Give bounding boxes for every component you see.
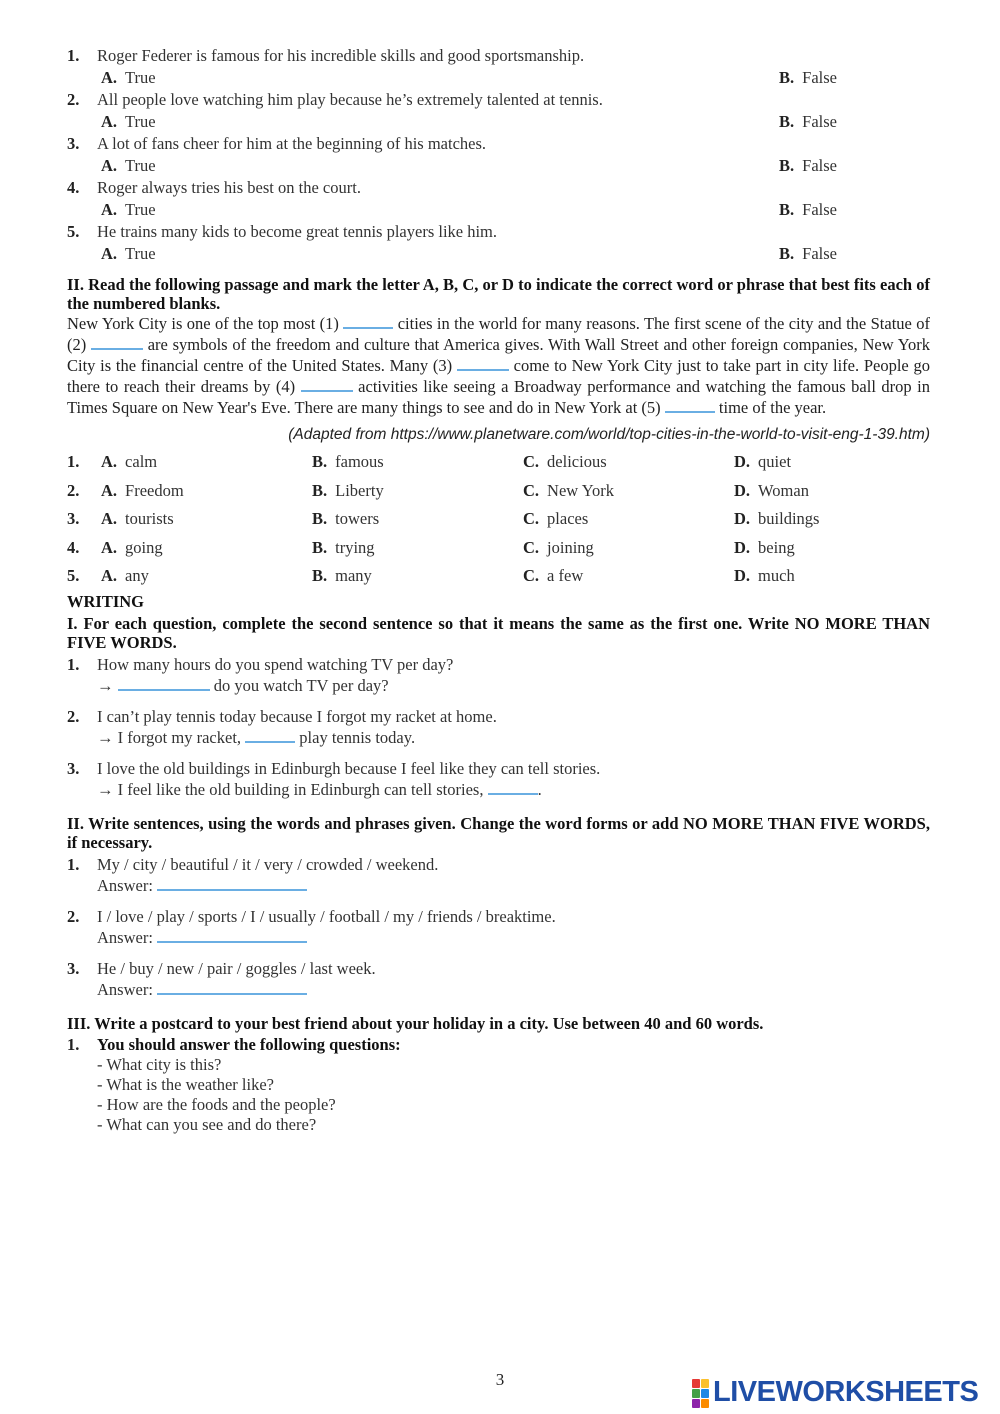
question-number: 3. — [67, 758, 80, 778]
mc-question — [67, 533, 930, 562]
tf-question — [67, 178, 930, 198]
word-prompt: I / love / play / sports / I / usually / football / my / friends / breaktime. — [97, 906, 556, 926]
postcard-task — [67, 1035, 930, 1135]
reading-instruction: II. Read the following passage and mark the letter A, B, C, or D to indicate the correct word or phrase that best fits each of the numbered blanks. — [67, 275, 930, 313]
question-number: 3. — [67, 509, 80, 528]
blank-3[interactable] — [457, 355, 509, 371]
option-b[interactable]: B. trying — [312, 537, 375, 557]
tf-options — [67, 66, 930, 90]
question-number: 3. — [67, 958, 80, 978]
option-d[interactable]: D. Woman — [734, 480, 809, 500]
brand-name: LIVEWORKSHEETS — [713, 1376, 979, 1408]
guide-question: - What is the weather like? — [97, 1074, 274, 1094]
option-a[interactable]: A. True — [101, 112, 156, 131]
blank-5[interactable] — [665, 397, 715, 413]
writing-part1-instruction: I. For each question, complete the second sentence so that it means the same as the first one. Write NO MORE THAN FIVE WORDS. — [67, 613, 930, 652]
question-text: Roger Federer is famous for his incredible skills and good sportsmanship. — [97, 46, 585, 65]
option-b[interactable]: B. famous — [312, 452, 384, 471]
question-number: 3. — [67, 134, 80, 153]
guide-question: - What city is this? — [97, 1054, 222, 1074]
tf-options — [67, 198, 930, 222]
option-b[interactable]: B. Liberty — [312, 480, 384, 500]
answer-line: Answer: — [97, 875, 930, 896]
answer-line: Answer: — [97, 979, 930, 1000]
option-a[interactable]: A. going — [101, 537, 163, 557]
option-d[interactable]: D. being — [734, 537, 795, 557]
word-prompt: He / buy / new / pair / goggles / last week. — [97, 958, 376, 978]
option-a[interactable]: A. calm — [101, 452, 158, 471]
rewrite-item — [67, 759, 930, 800]
option-d[interactable]: D. much — [734, 566, 795, 585]
question-number: 1. — [67, 46, 80, 65]
mc-question-list — [67, 447, 930, 590]
question-text: All people love watching him play because he’s extremely talented at tennis. — [97, 90, 603, 109]
question-number: 5. — [67, 566, 80, 585]
question-number: 4. — [67, 537, 80, 557]
guide-question: - What can you see and do there? — [97, 1114, 317, 1134]
question-number: 5. — [67, 222, 80, 241]
option-c[interactable]: C. New York — [523, 480, 614, 500]
rewrite-line: → I feel like the old building in Edinburgh can tell stories, . — [97, 779, 542, 799]
rewrite-item — [67, 655, 930, 696]
option-a[interactable]: A. tourists — [101, 509, 174, 528]
option-b[interactable]: B. towers — [312, 509, 380, 528]
mc-question — [67, 561, 930, 590]
blank-4[interactable] — [301, 376, 353, 392]
rewrite-line: → I forgot my racket, play tennis today. — [97, 727, 416, 747]
answer-blank[interactable] — [157, 979, 307, 995]
tf-options — [67, 110, 930, 134]
word-prompt: My / city / beautiful / it / very / crowded / weekend. — [97, 854, 439, 874]
answer-line: Answer: — [97, 927, 930, 948]
reading-passage: New York City is one of the top most (1) cities in the world for many reasons. The first scene of the city and the Statue of (2) are symbols of the freedom and culture that America gives. With Wall Street and other foreign companies, New York City is the financial centre of the United States. Many (3) come to New York City just to take part in city life. People go there to reach their dreams by (4) activities like seeing a Broadway performance and watching the famous ball drop in Times Square on New Year's Eve. There are many things to see and do in New York at (5) time of the year. — [67, 314, 931, 417]
mc-question — [67, 504, 930, 533]
option-a[interactable]: A. True — [101, 200, 156, 219]
question-number: 1. — [67, 1034, 80, 1054]
tf-options — [67, 242, 930, 266]
tf-question — [67, 90, 930, 110]
sentence-build-item — [67, 907, 930, 948]
original-sentence: I love the old buildings in Edinburgh because I feel like they can tell stories. — [97, 758, 601, 778]
page-number: 3 — [495, 1370, 505, 1389]
option-a[interactable]: A. True — [101, 68, 156, 87]
rewrite-line: → do you watch TV per day? — [97, 675, 389, 695]
option-b[interactable]: B. False — [779, 244, 837, 263]
option-c[interactable]: C. joining — [523, 537, 594, 557]
rewrite-item — [67, 707, 930, 748]
task-lead: You should answer the following questions: — [97, 1034, 401, 1054]
tf-question — [67, 222, 930, 242]
sentence-build-item — [67, 959, 930, 1000]
question-text: Roger always tries his best on the court. — [97, 178, 361, 197]
option-c[interactable]: C. a few — [523, 566, 584, 585]
mc-question — [67, 476, 930, 505]
option-c[interactable]: C. delicious — [523, 452, 607, 471]
answer-blank[interactable] — [118, 675, 210, 691]
blank-2[interactable] — [91, 334, 143, 350]
writing-part3-instruction: III. Write a postcard to your best friend about your holiday in a city. Use between 40 and 60 words. — [67, 1013, 764, 1033]
guide-question: - How are the foods and the people? — [97, 1094, 336, 1114]
option-a[interactable]: A. Freedom — [101, 480, 184, 500]
tf-question-list — [67, 46, 930, 266]
question-number: 1. — [67, 654, 80, 674]
question-text: He trains many kids to become great tennis players like him. — [97, 222, 498, 241]
answer-blank[interactable] — [245, 727, 295, 743]
question-number: 2. — [67, 906, 80, 926]
option-a[interactable]: A. True — [101, 156, 156, 175]
tf-options — [67, 154, 930, 178]
question-number: 1. — [67, 854, 80, 874]
question-text: A lot of fans cheer for him at the beginning of his matches. — [97, 134, 487, 153]
blank-1[interactable] — [343, 313, 393, 329]
tf-question — [67, 134, 930, 154]
mc-question — [67, 447, 930, 476]
worksheet-page — [67, 46, 930, 1135]
option-b[interactable]: B. False — [779, 112, 837, 131]
question-number: 2. — [67, 706, 80, 726]
option-a[interactable]: A. True — [101, 244, 156, 263]
original-sentence: How many hours do you spend watching TV per day? — [97, 654, 454, 674]
tf-question — [67, 46, 930, 66]
writing-heading: WRITING — [67, 591, 145, 611]
question-number: 4. — [67, 178, 80, 197]
question-number: 2. — [67, 90, 80, 109]
question-number: 1. — [67, 452, 80, 471]
answer-blank[interactable] — [157, 875, 307, 891]
writing-part2-instruction: II. Write sentences, using the words and phrases given. Change the word forms or add NO MORE THAN FIVE WORDS, if necessary. — [67, 813, 930, 852]
option-d[interactable]: D. buildings — [734, 509, 820, 528]
question-number: 2. — [67, 480, 80, 500]
passage-source: (Adapted from https://www.planetware.com/world/top-cities-in-the-world-to-visit-eng-1-39.htm) — [288, 426, 930, 443]
liveworksheets-logo — [692, 1376, 978, 1409]
option-b[interactable]: B. False — [779, 156, 837, 175]
option-b[interactable]: B. many — [312, 566, 372, 585]
option-b[interactable]: B. False — [779, 68, 837, 87]
original-sentence: I can’t play tennis today because I forgot my racket at home. — [97, 706, 497, 726]
option-d[interactable]: D. quiet — [734, 452, 792, 471]
answer-blank[interactable] — [488, 779, 538, 795]
option-c[interactable]: C. places — [523, 509, 589, 528]
answer-blank[interactable] — [157, 927, 307, 943]
liveworksheets-logo-icon — [692, 1379, 709, 1407]
option-a[interactable]: A. any — [101, 566, 149, 585]
sentence-build-item — [67, 855, 930, 896]
option-b[interactable]: B. False — [779, 200, 837, 219]
